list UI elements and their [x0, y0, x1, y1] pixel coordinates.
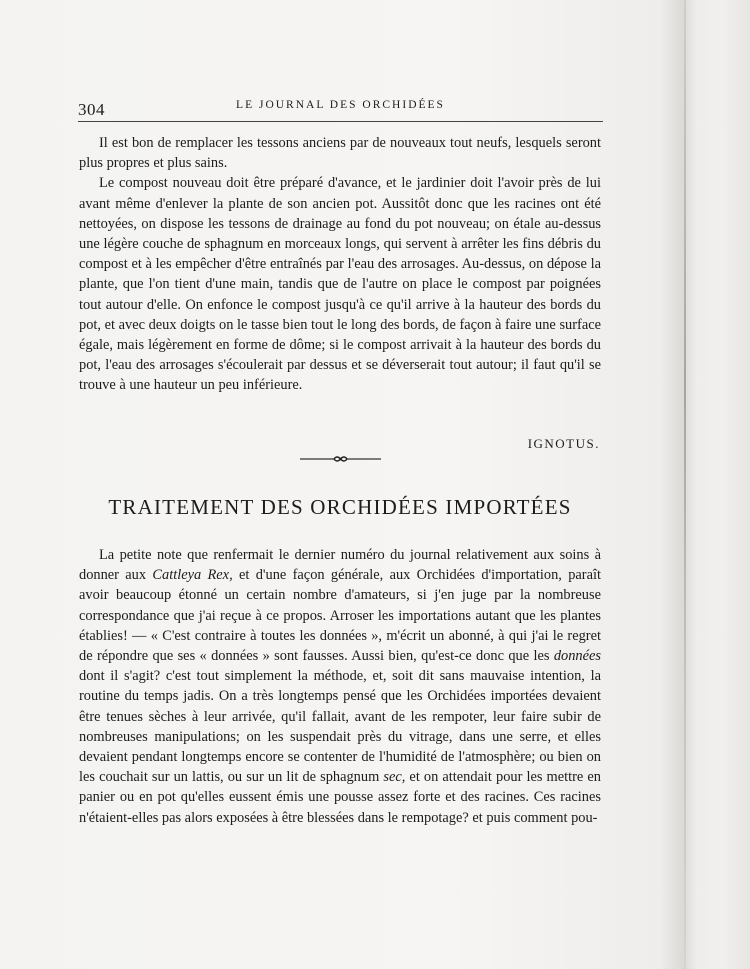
text-run: et d'une façon générale, aux Orchidées d'importation, paraît avoir beaucoup étonné un certain nombre d'amateurs, si j'en juge par la nombreuse correspondance que j'ai reçue à ce propos. Arroser les importations autant que les plantes établies! — « C'est contraire à toutes les données », m'écrit un abonné, à qui j'ai le regret de répondre que ses « données » sont fausses. Aussi bien, qu'est-ce donc que les — [79, 567, 601, 665]
running-title: LE JOURNAL DES ORCHIDÉES — [236, 99, 445, 111]
text-run: La petite note que renfermait le dernier numéro du journal relativement aux soins à donner aux — [79, 547, 601, 584]
text-run: et on attendait pour les mettre en panier ou en pot qu'elles eussent émis une pousse assez forte et des racines. Ces racines n'étaient-elles pas alors exposées à être blessées dans le rempotage? et puis comment pou- — [79, 769, 601, 826]
page-number: 304 — [78, 100, 105, 119]
italic-text: sec, — [383, 769, 406, 786]
article-title: TRAITEMENT DES ORCHIDÉES IMPORTÉES — [108, 495, 572, 519]
article-continuation — [79, 133, 601, 396]
author-signature: IGNOTUS. — [527, 436, 600, 451]
section-divider-ornament — [298, 454, 383, 464]
italic-text: données — [553, 648, 601, 665]
article-body — [79, 545, 601, 828]
text-run: dont il s'agit? c'est tout simplement la méthode, et, soit dit sans mauvaise intention, la routine du temps jadis. On a très longtemps pensé que les Orchidées importées devaient être tenues sèches à leur arrivée, qu'il fallait, avant de les rempoter, leur faire subir de nombreuses manipulations; on les suspendait près du vitrage, dans une serre, et elles devaient pendant longtemps encore se contenter de l'humidité de l'atmosphère; ou bien on les couchait sur un lattis, ou sur un lit de sphagnum — [79, 668, 601, 786]
paragraph: Le compost nouveau doit être préparé d'avance, et le jardinier doit l'avoir près de lui avant même d'enlever la plante de son ancien pot. Aussitôt donc que les racines ont été nettoyées, on dispose les tessons de drainage au fond du pot nouveau; on étale au-dessus une légère couche de sphagnum en morceaux longs, qui servent à arrêter les fins débris du compost et à les empêcher d'être entraînés par l'eau des arrosages. Au-dessus, on dépose la plante, que l'on tient d'une main, tandis que de l'autre on place le compost par poignées tout autour d'elle. On enfonce le compost jusqu'à ce qu'il arrive à la hauteur des bords du pot, et avec deux doigts on le tasse bien tout le long des bords, de façon à faire une surface égale, mais légèrement en forme de dôme; si le compost arrivait à la hauteur des bords du pot, l'eau des arrosages s'écoulerait par dessus et se déverserait tout autour; il faut qu'il se trouve à une hauteur un peu inférieure. — [79, 175, 601, 394]
page-gutter — [684, 0, 686, 969]
page-edge-shadow — [722, 0, 750, 969]
header-rule — [78, 121, 603, 122]
running-header — [78, 96, 603, 120]
paragraph — [79, 545, 601, 828]
italic-text: Cattleya Rex, — [152, 567, 233, 584]
paragraph: Il est bon de remplacer les tessons anciens par de nouveaux tout neufs, lesquels seront plus propres et plus sains. — [79, 135, 601, 172]
